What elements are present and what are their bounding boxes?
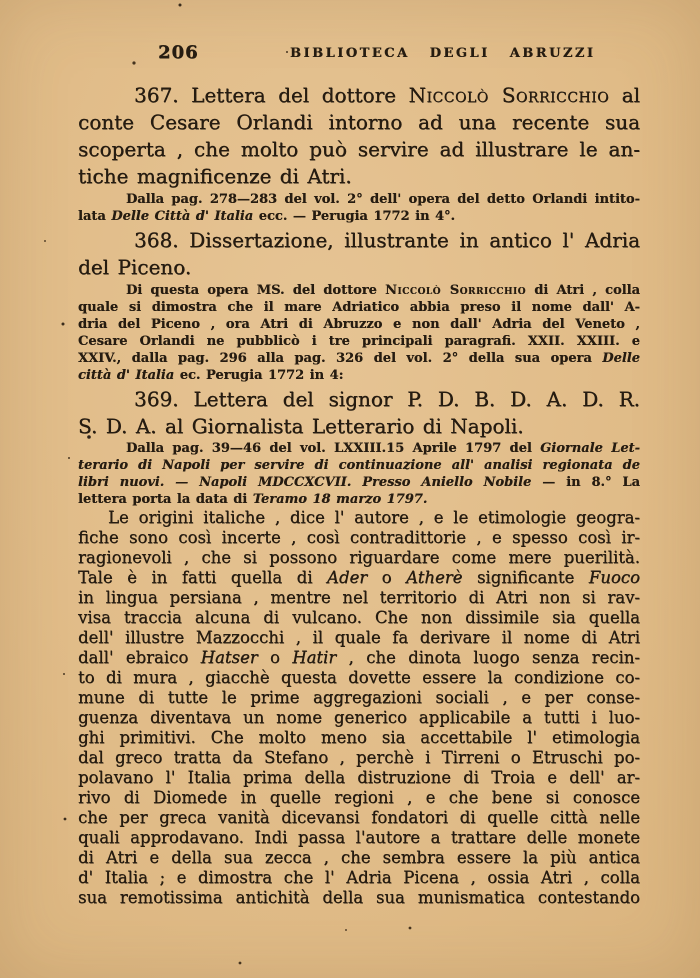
text-segment: lata (78, 209, 112, 224)
text-segment: che per greca vanità dicevansi fondatori di quelle città nelle (78, 808, 640, 827)
text-line (78, 668, 640, 688)
text-segment: tiche magnificenze di Atri. (78, 164, 352, 188)
text-line (78, 768, 640, 788)
entry-369-note (78, 440, 640, 508)
italic-text: Ader (327, 568, 368, 587)
text-line (78, 868, 640, 888)
text-segment: Cesare Orlandi ne pubblicò i tre principali paragrafi. XXII. XXIII. e (78, 334, 640, 349)
text-line (78, 208, 640, 225)
italic-text: Hatser (200, 648, 258, 667)
text-segment: ecc. — Perugia 1772 in 4°. (253, 209, 456, 224)
text-segment: significante (462, 568, 589, 587)
text-line (78, 227, 640, 254)
text-segment: al (609, 83, 640, 107)
text-segment: d' Italia ; e dimostra che l' Adria Picena , ossia Atri , colla (78, 868, 640, 887)
text-segment: del Piceno. (78, 255, 192, 279)
text-line (78, 316, 640, 333)
small-caps-name: Niccolò Sorricchio (385, 283, 527, 298)
text-segment: guenza diventava un nome generico applicabile a tutti i luo- (78, 708, 640, 727)
running-header: BIBLIOTECA DEGLI ABRUZZI (290, 46, 596, 61)
text-line (78, 82, 640, 109)
text-line (78, 788, 640, 808)
text-segment: conte Cesare Orlandi intorno ad una recente sua (78, 110, 640, 134)
text-line (78, 888, 640, 908)
text-segment: Le origini italiche , dice l' autore , e le etimologie geogra- (108, 508, 640, 527)
text-line (78, 548, 640, 568)
page-number: 206 (158, 42, 199, 63)
text-segment: o (367, 568, 407, 587)
italic-text: libri nuovi. — Napoli MDCCXCVII. Presso Aniello Nobile (78, 475, 532, 490)
text-line (78, 688, 640, 708)
italic-text: città d' Italia (78, 368, 175, 383)
text-line (78, 109, 640, 136)
text-line (78, 748, 640, 768)
text-line (78, 299, 640, 316)
italic-text: Atherè (406, 568, 463, 587)
text-segment: sua remotissima antichità della sua munismatica contestando (78, 888, 640, 907)
small-caps-name: Niccolò Sorricchio (408, 83, 610, 107)
entry-368-note (78, 282, 640, 384)
text-line (78, 163, 640, 190)
text-line (78, 648, 640, 668)
text-line (78, 367, 640, 384)
entry-367-heading (78, 82, 640, 190)
entry-369-heading (78, 386, 640, 440)
text-segment: di Atri e della sua zecca , che sembra essere la più antica (78, 848, 640, 867)
text-segment: 367. Lettera del dottore (134, 83, 409, 107)
running-head-row (78, 42, 640, 63)
text-segment: quale si dimostra che il mare Adriatico abbia preso il nome dall' A- (78, 300, 640, 315)
text-segment: , che dinota luogo senza recin- (336, 648, 640, 667)
italic-text: Giornale Let- (540, 441, 641, 456)
text-line (78, 254, 640, 281)
text-segment: scoperta , che molto può servire ad illustrare le an- (78, 137, 640, 161)
text-segment: lettera porta la data di (78, 492, 253, 507)
text-line (78, 728, 640, 748)
text-line (78, 457, 640, 474)
text-segment: to di mura , giacchè questa dovette essere la condizione co- (78, 668, 640, 687)
text-segment: S. D. A. al Giornalista Letterario di Napoli. (78, 414, 524, 438)
text-segment: fiche sono così incerte , così contradittorie , e spesso così ir- (78, 528, 640, 547)
text-line (78, 282, 640, 299)
text-line (78, 191, 640, 208)
italic-text: Delle Città d' Italia (111, 209, 254, 224)
text-line (78, 333, 640, 350)
text-segment: Tale è in fatti quella di (78, 568, 328, 587)
text-line (78, 413, 640, 440)
text-segment: in lingua persiana , mentre nel territorio di Atri non si rav- (78, 588, 640, 607)
text-segment: Dalla pag. 39—46 del vol. LXXIII.15 Aprile 1797 del (126, 441, 541, 456)
text-segment: dell' illustre Mazzocchi , il quale fa derivare il nome di Atri (78, 628, 640, 647)
text-line (78, 608, 640, 628)
text-segment: polavano l' Italia prima della distruzione di Troia e dell' ar- (78, 768, 640, 787)
text-segment: dria del Piceno , ora Atri di Abruzzo e non dall' Adria del Veneto , (78, 317, 640, 332)
text-line (78, 568, 640, 588)
italic-text: Delle (602, 351, 640, 366)
text-segment: Dalla pag. 278—283 del vol. 2° dell' opera del detto Orlandi intito- (126, 192, 640, 207)
text-segment: Di questa opera MS. del dottore (126, 283, 386, 298)
text-line (78, 350, 640, 367)
text-line (78, 628, 640, 648)
text-segment: ec. Perugia 1772 in 4: (174, 368, 344, 383)
text-line (78, 491, 640, 508)
text-segment: 368. Dissertazione, illustrante in antico l' Adria (134, 228, 640, 252)
italic-text: Fuoco (588, 568, 640, 587)
text-line (78, 508, 640, 528)
text-line (78, 440, 640, 457)
text-line (78, 828, 640, 848)
text-segment: o (257, 648, 293, 667)
text-segment: ghi primitivi. Che molto meno sia accettabile l' etimologia (78, 728, 640, 747)
text-segment: 369. Lettera del signor P. D. B. D. A. D. R. (134, 387, 640, 411)
text-segment: mune di tutte le prime aggregazioni sociali , e per conse- (78, 688, 640, 707)
text-line (78, 708, 640, 728)
italic-text: terario di Napoli per servire di continuazione all' analisi regionata de (78, 458, 640, 473)
text-line (78, 136, 640, 163)
italic-text: Hatir (292, 648, 337, 667)
text-segment: rivo di Diomede in quelle regioni , e che bene si conosce (78, 788, 640, 807)
text-segment: visa traccia alcuna di vulcano. Che non dissimile sia quella (78, 608, 640, 627)
text-segment: ragionevoli , che si possono riguardare come mere puerilità. (78, 548, 640, 567)
text-column (78, 0, 640, 908)
text-line (78, 848, 640, 868)
text-segment: dall' ebraico (78, 648, 201, 667)
text-segment: quali approdavano. Indi passa l'autore a trattare delle monete (78, 828, 640, 847)
text-segment: di Atri , colla (526, 283, 640, 298)
text-line (78, 808, 640, 828)
text-line (78, 528, 640, 548)
entry-367-note (78, 191, 640, 225)
text-segment: XXIV., dalla pag. 296 alla pag. 326 del vol. 2° della sua opera (78, 351, 603, 366)
text-line (78, 474, 640, 491)
text-segment: — in 8.° La (531, 475, 640, 490)
text-line (78, 588, 640, 608)
scan-noise-specks (0, 0, 2, 2)
text-segment: dal greco tratta da Stefano , perchè i Tirreni o Etruschi po- (78, 748, 640, 767)
entry-368-heading (78, 227, 640, 281)
body-paragraph (78, 508, 640, 908)
text-line (78, 386, 640, 413)
italic-text: Teramo 18 marzo 1797. (252, 492, 428, 507)
